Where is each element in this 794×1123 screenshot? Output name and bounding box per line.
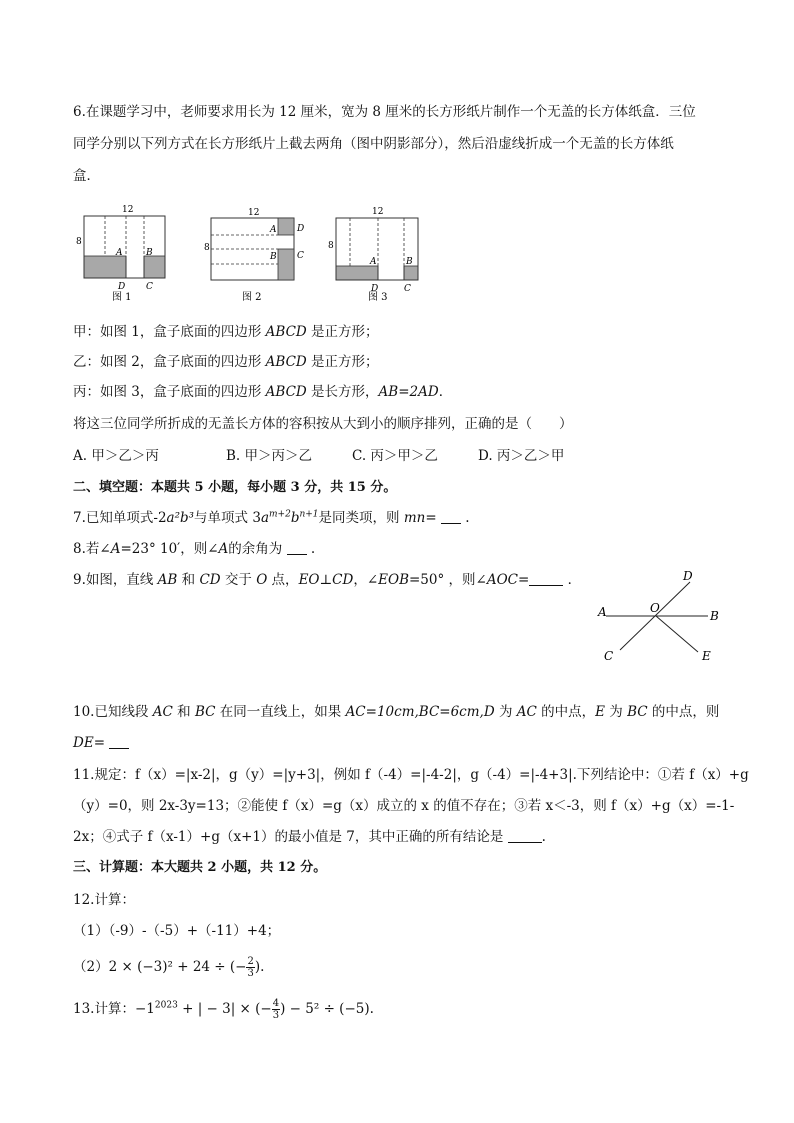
q11-line-1: 11.规定：f（x）=|x-2|，g（y）=|y+3|，例如 f（-4）=|-4-2|，g（-4）=|-4+3|.下列结论中：①若 f（x）+g xyxy=(73,767,749,783)
q9-eqs: = xyxy=(518,572,530,588)
q6-jia xyxy=(73,322,379,342)
fig1-length-label: 12 xyxy=(122,205,134,215)
q10-DE: DE xyxy=(73,735,94,751)
q7-exp1: m+2 xyxy=(269,509,291,520)
q10-BC: BC xyxy=(194,704,216,720)
q9-angle: =50° ，则∠ xyxy=(409,572,487,588)
q6-yi-post: 是正方形； xyxy=(306,354,379,370)
q9-label-O: O xyxy=(650,601,660,615)
section-2-heading: 二、填空题：本题共 5 小题，每小题 3 分，共 15 分。 xyxy=(73,480,397,495)
q9-O: O xyxy=(256,572,268,588)
fig1-label-D: D xyxy=(118,282,126,292)
q9-meet: 交于 xyxy=(220,572,257,588)
q12-fraction xyxy=(246,956,254,979)
fig3-shade-left xyxy=(336,266,378,280)
fig3-caption: 图 3 xyxy=(368,292,388,303)
q8-post: 的余角为 xyxy=(228,541,287,557)
q7-mono1: a²b³ xyxy=(166,510,195,526)
q6-jia-post: 是正方形； xyxy=(306,324,379,340)
q6-jia-abcd: ABCD xyxy=(265,324,307,340)
q6-bing xyxy=(73,382,452,402)
fig2-length-label: 12 xyxy=(248,208,260,218)
q7-mid: 与单项式 3 xyxy=(194,510,261,526)
q7-mn: mn xyxy=(403,510,426,526)
q6-bing-mid: 是长方形， xyxy=(306,384,379,400)
q10-eq: = xyxy=(93,735,110,751)
q12-frac-den: 3 xyxy=(247,968,254,979)
fig3-label-B: B xyxy=(406,257,413,267)
q12-p2-expr: 2 × (−3)² + 24 ÷ (− xyxy=(108,959,247,975)
q7-answer-blank[interactable] xyxy=(441,509,461,524)
q12-part-2 xyxy=(73,956,264,979)
q10-same: 在同一直线上，如果 xyxy=(215,704,346,720)
q10-pre: 10.已知线段 xyxy=(73,704,153,720)
q13 xyxy=(73,998,374,1021)
q10-mid3: 为 xyxy=(605,704,628,720)
q13-frac-num: 4 xyxy=(272,998,280,1009)
fig3-label-A: A xyxy=(370,257,377,267)
q10-end: 的中点，则 xyxy=(647,704,720,720)
q8-answer-blank[interactable] xyxy=(287,540,307,555)
q7-pre: 7.已知单项式-2 xyxy=(73,510,167,526)
figure-1 xyxy=(76,205,165,303)
q8 xyxy=(73,539,315,559)
fig2-label-B: B xyxy=(270,252,277,262)
q11-answer-blank[interactable] xyxy=(508,828,542,843)
q10-line-2 xyxy=(73,733,129,753)
q13-frac-den: 3 xyxy=(272,1010,280,1021)
q11-line-3 xyxy=(73,827,546,847)
q10-E: E xyxy=(595,704,606,720)
q9-label-C: C xyxy=(604,649,614,663)
q13-expr-c: ) − 5² ÷ (−5). xyxy=(280,1001,374,1017)
q13-expr-b: + | − 3| × (− xyxy=(177,1001,272,1017)
q6-line-2: 同学分别以下列方式在长方形纸片上截去两角（图中阴影部分），然后沿虚线折成一个无盖的长方体纸 xyxy=(73,136,674,152)
figure-2 xyxy=(204,208,304,303)
q12-title: 12.计算： xyxy=(73,892,135,908)
q9-AOC: AOC xyxy=(486,572,518,588)
q9-AB: AB xyxy=(157,572,178,588)
fig3-label-C: C xyxy=(404,284,411,294)
fig2-shade-bottom xyxy=(278,249,294,280)
q10-BC2: BC xyxy=(627,704,648,720)
q10-cond: AC=10cm,BC=6cm,D xyxy=(345,704,495,720)
q8-pre: 8.若∠ xyxy=(73,541,111,557)
fig3-cut-gap xyxy=(378,266,404,281)
q9-label-B: B xyxy=(710,609,719,623)
fig1-label-C: C xyxy=(146,282,153,292)
fig3-width-label: 8 xyxy=(328,241,334,251)
q6-option-d: D. 丙＞乙＞甲 xyxy=(478,448,565,464)
q6-yi xyxy=(73,352,379,372)
q11-l3-text: 2x；④式子 f（x-1）+g（x+1）的最小值是 7，其中正确的所有结论是 xyxy=(73,829,508,845)
q9-perp: EO⊥CD xyxy=(298,572,354,588)
fig2-caption: 图 2 xyxy=(242,292,262,303)
q7-mono2-a: a xyxy=(260,510,269,526)
q10-answer-blank[interactable] xyxy=(109,734,129,749)
q6-yi-pre: 乙：如图 2，盒子底面的四边形 xyxy=(73,354,266,370)
q13-expr-a: −1 xyxy=(134,1001,155,1017)
q6-option-c: C. 丙＞甲＞乙 xyxy=(352,448,438,464)
fig1-shade-right xyxy=(144,256,165,278)
q7-exp2: n+1 xyxy=(299,509,319,520)
q6-bing-eq: AB=2AD xyxy=(378,384,439,400)
fig2-width-label: 8 xyxy=(204,243,210,253)
q10-AC2: AC xyxy=(516,704,537,720)
q9-diagram xyxy=(592,568,722,668)
q9-answer-blank[interactable] xyxy=(529,571,563,586)
q10-line-1 xyxy=(73,702,719,722)
fig1-label-B: B xyxy=(146,248,153,258)
q13-fraction xyxy=(272,998,280,1021)
q9-CD: CD xyxy=(199,572,221,588)
fig1-shade-left xyxy=(84,256,126,278)
q12-p2-end: ). xyxy=(254,959,265,975)
q6-jia-pre: 甲：如图 1，盒子底面的四边形 xyxy=(73,324,266,340)
q13-exp: 2023 xyxy=(154,1000,178,1011)
q12-frac-num: 2 xyxy=(247,956,254,967)
q12-p2-label: （2） xyxy=(73,959,109,975)
q10-and: 和 xyxy=(172,704,195,720)
q6-figures xyxy=(78,204,438,306)
fig1-label-A: A xyxy=(116,248,123,258)
q9-comma: ，∠ xyxy=(353,572,379,588)
q6-yi-abcd: ABCD xyxy=(265,354,307,370)
fig2-shade-top xyxy=(278,218,294,235)
q8-val: =23° 10′，则∠ xyxy=(120,541,219,557)
q6-bing-end: ． xyxy=(438,384,453,400)
fig1-width-label: 8 xyxy=(76,237,82,247)
q13-title: 13.计算： xyxy=(73,1001,135,1017)
q6-line-1: 6.在课题学习中，老师要求用长为 12 厘米，宽为 8 厘米的长方形纸片制作一个无盖的长方体纸盒．三位 xyxy=(73,104,696,120)
fig2-label-A: A xyxy=(270,225,277,235)
q9-ray-OE xyxy=(656,616,698,652)
q6-option-b: B. 甲＞丙＞乙 xyxy=(226,448,313,464)
q9 xyxy=(73,570,581,590)
q9-pre: 9.如图，直线 xyxy=(73,572,158,588)
fig3-label-D: D xyxy=(371,284,379,294)
figure-3 xyxy=(328,207,418,303)
q7-end: . xyxy=(460,510,470,526)
fig3-shade-right xyxy=(404,266,418,280)
q6-line-3: 盒． xyxy=(73,168,100,184)
fig1-cut-gap xyxy=(126,256,144,279)
q7-mono2-b: b xyxy=(290,510,300,526)
fig1-caption: 图 1 xyxy=(112,292,132,303)
fig3-length-label: 12 xyxy=(372,207,384,217)
q8-end: . xyxy=(306,541,316,557)
q7-eq: = xyxy=(425,510,441,526)
q8-A1: A xyxy=(110,541,121,557)
section-3-heading: 三、计算题：本大题共 2 小题，共 12 分。 xyxy=(73,860,327,875)
q9-label-A: A xyxy=(598,605,607,619)
q10-mid2: 的中点， xyxy=(536,704,596,720)
q10-mid1: 为 xyxy=(494,704,517,720)
q10-AC: AC xyxy=(152,704,173,720)
q9-and: 和 xyxy=(177,572,200,588)
q12-part-1: （1）（-9）-（-5）+（-11）+4； xyxy=(73,923,281,939)
q6-question: 将这三位同学所折成的无盖长方体的容积按从大到小的顺序排列，正确的是（ ） xyxy=(73,416,573,432)
q11-line-2: （y）=0，则 2x-3y=13；②能使 f（x）=g（x）成立的 x 的值不存在；③若 x＜-3，则 f（x）+g（x）=-1- xyxy=(73,798,735,814)
fig2-label-D: D xyxy=(297,224,305,234)
q9-label-D: D xyxy=(683,569,693,583)
q7 xyxy=(73,508,470,528)
q7-post: 是同类项，则 xyxy=(318,510,404,526)
q9-EOB: EOB xyxy=(378,572,409,588)
q9-end: ． xyxy=(563,572,582,588)
q6-bing-abcd: ABCD xyxy=(265,384,307,400)
q11-end: . xyxy=(541,829,546,845)
q9-label-E: E xyxy=(702,649,711,663)
fig2-label-C: C xyxy=(297,251,304,261)
q6-option-a: A. 甲＞乙＞丙 xyxy=(73,448,159,464)
q8-A2: A xyxy=(218,541,229,557)
q6-bing-pre: 丙：如图 3，盒子底面的四边形 xyxy=(73,384,266,400)
q9-pt: 点， xyxy=(267,572,299,588)
